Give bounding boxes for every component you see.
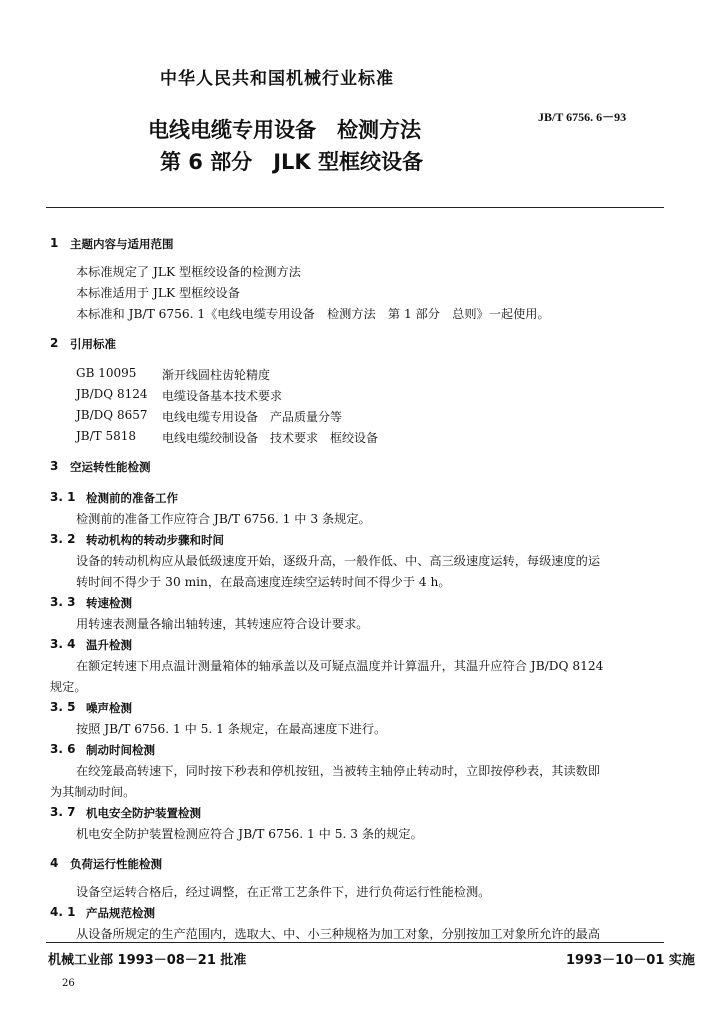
- section-1-paragraph: 本标准规定了 JLK 型框绞设备的检测方法: [76, 265, 301, 279]
- reference-title: 电线电缆绞制设备 技术要求 框绞设备: [162, 431, 379, 445]
- header-divider: [46, 207, 664, 208]
- section-2-number: 2: [50, 336, 59, 350]
- implementation-date: 1993－10－01 实施: [566, 953, 695, 968]
- section-1-heading: 主题内容与适用范围: [70, 237, 174, 251]
- section-3-6-number: 3. 6: [50, 742, 76, 756]
- section-3-number: 3: [50, 459, 59, 473]
- section-3-7-heading: 机电安全防护装置检测: [86, 806, 201, 820]
- section-4-1-paragraph: 从设备所规定的生产范围内，选取大、中、小三种规格为加工对象，分别按加工对象所允许的最高: [76, 927, 601, 941]
- section-3-2-paragraph: 转时间不得少于 30 min，在最高速度连续空运转时间不得少于 4 h。: [76, 575, 451, 589]
- section-3-4-heading: 温升检测: [86, 638, 132, 652]
- section-3-2-number: 3. 2: [50, 532, 76, 546]
- section-3-6-heading: 制动时间检测: [86, 743, 155, 757]
- section-4-paragraph: 设备空运转合格后，经过调整，在正常工艺条件下，进行负荷运行性能检测。: [76, 885, 491, 899]
- standard-number: JB/T 6756. 6－93: [538, 110, 627, 124]
- reference-title: 渐开线圆柱齿轮精度: [162, 368, 271, 382]
- section-4-heading: 负荷运行性能检测: [70, 857, 162, 871]
- section-4-1-heading: 产品规范检测: [86, 906, 155, 920]
- section-4-1-number: 4. 1: [50, 905, 76, 919]
- page-number: 26: [62, 978, 75, 989]
- document-title-line2: 第 6 部分 JLK 型框绞设备: [160, 150, 424, 174]
- section-3-5-number: 3. 5: [50, 700, 76, 714]
- section-3-1-number: 3. 1: [50, 490, 76, 504]
- section-3-6-paragraph: 在绞笼最高转速下，同时按下秒表和停机按钮，当被转主轴停止转动时，立即按停秒表，其读数即: [76, 764, 601, 778]
- reference-code: JB/DQ 8124: [76, 387, 148, 401]
- section-1-paragraph: 本标准适用于 JLK 型框绞设备: [76, 286, 240, 300]
- section-3-5-paragraph: 按照 JB/T 6756. 1 中 5. 1 条规定，在最高速度下进行。: [76, 722, 387, 736]
- section-3-7-number: 3. 7: [50, 805, 76, 819]
- section-3-heading: 空运转性能检测: [70, 460, 151, 474]
- section-4-number: 4: [50, 856, 59, 870]
- section-3-3-paragraph: 用转速表测量各输出轴转速，其转速应符合设计要求。: [76, 617, 369, 631]
- section-1-number: 1: [50, 236, 59, 250]
- standard-type-header: 中华人民共和国机械行业标准: [160, 69, 394, 89]
- section-3-5-heading: 噪声检测: [86, 701, 132, 715]
- section-1-paragraph: 本标准和 JB/T 6756. 1《电线电缆专用设备 检测方法 第 1 部分 总则》一起使用。: [76, 307, 550, 321]
- section-3-7-paragraph: 机电安全防护装置检测应符合 JB/T 6756. 1 中 5. 3 条的规定。: [76, 827, 423, 841]
- reference-title: 电线电缆专用设备 产品质量分等: [162, 410, 343, 424]
- section-3-2-heading: 转动机构的转动步骤和时间: [86, 533, 224, 547]
- footer-divider: [46, 942, 664, 943]
- section-3-1-paragraph: 检测前的准备工作应符合 JB/T 6756. 1 中 3 条规定。: [76, 512, 371, 526]
- document-title-line1: 电线电缆专用设备 检测方法: [148, 118, 421, 142]
- reference-code: JB/T 5818: [76, 429, 137, 443]
- section-3-3-heading: 转速检测: [86, 596, 132, 610]
- section-3-6-paragraph: 为其制动时间。: [50, 785, 136, 799]
- section-3-3-number: 3. 3: [50, 595, 76, 609]
- approval-date: 机械工业部 1993－08－21 批准: [48, 953, 247, 968]
- reference-code: GB 10095: [76, 366, 137, 380]
- section-3-1-heading: 检测前的准备工作: [86, 491, 178, 505]
- section-2-heading: 引用标准: [70, 337, 116, 351]
- section-3-4-paragraph: 在额定转速下用点温计测量箱体的轴承盖以及可疑点温度并计算温升，其温升应符合 JB/DQ 8124: [76, 659, 604, 673]
- section-3-4-paragraph: 规定。: [50, 680, 87, 694]
- reference-code: JB/DQ 8657: [76, 408, 148, 422]
- section-3-2-paragraph: 设备的转动机构应从最低级速度开始，逐级升高，一般作低、中、高三级速度运转，每级速度的运: [76, 554, 601, 568]
- section-3-4-number: 3. 4: [50, 637, 76, 651]
- reference-title: 电缆设备基本技术要求: [162, 389, 283, 403]
